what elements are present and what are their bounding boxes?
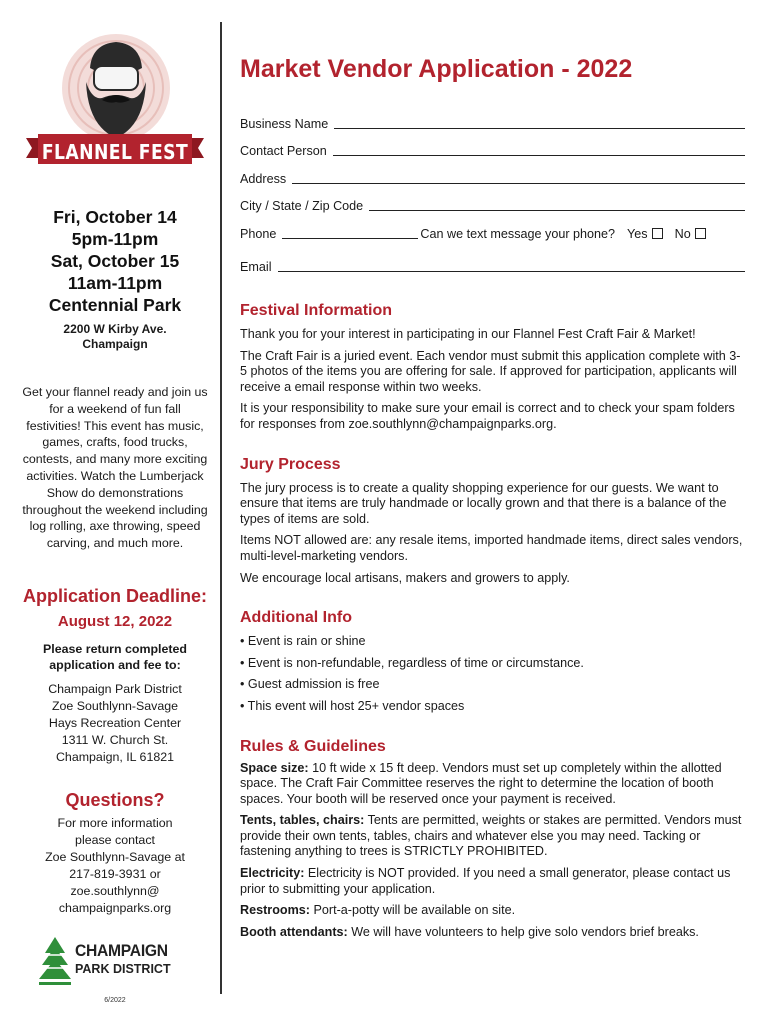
deadline-date: August 12, 2022 bbox=[57, 612, 173, 630]
contact-line: Zoe Southlynn-Savage at bbox=[45, 849, 185, 864]
contact-phone: 217-819-3931 or bbox=[69, 866, 161, 881]
venue-line: Centennial Park bbox=[48, 295, 182, 315]
jury-process-title: Jury Process bbox=[240, 455, 341, 473]
contact-line: For more information bbox=[57, 815, 173, 830]
main-content bbox=[240, 54, 745, 940]
city-state-zip-field[interactable] bbox=[369, 196, 745, 211]
address-row bbox=[240, 161, 745, 189]
festival-paragraph: It is your responsibility to make sure your email is correct and to check your spam folders for responses from zoe.southlynn@champaignparks.org. bbox=[240, 401, 735, 431]
email-field[interactable] bbox=[278, 257, 746, 272]
text-no-option[interactable] bbox=[675, 227, 706, 244]
address-label: Address bbox=[240, 171, 287, 186]
vertical-divider bbox=[220, 22, 222, 994]
rule-label: Restrooms: bbox=[240, 903, 310, 918]
city-state-zip-label: City / State / Zip Code bbox=[240, 199, 364, 213]
date-line: Sat, October 15 bbox=[50, 251, 180, 271]
rule-text: Port-a-potty will be available on site. bbox=[309, 903, 516, 918]
jury-paragraph: Items NOT allowed are: any resale items, imported handmade items, direct sales vendors, multi-level-marketing vendors. bbox=[240, 533, 743, 563]
district-logo-word2: PARK DISTRICT bbox=[75, 961, 171, 976]
rules-title: Rules & Guidelines bbox=[240, 737, 386, 755]
rule-electricity bbox=[240, 866, 745, 897]
yes-label: Yes bbox=[627, 226, 648, 241]
page-title: Market Vendor Application - 2022 bbox=[240, 55, 633, 83]
address-field[interactable] bbox=[292, 169, 745, 184]
no-checkbox[interactable] bbox=[695, 228, 706, 239]
email-row bbox=[240, 250, 745, 278]
tree-icon bbox=[37, 935, 73, 987]
phone-field[interactable] bbox=[282, 224, 418, 239]
version-date: 6/2022 bbox=[104, 996, 126, 1004]
address-city: Champaign bbox=[82, 337, 148, 351]
city-state-zip-row bbox=[240, 189, 745, 217]
rule-text: 10 ft wide x 15 ft deep. Vendors must set up completely within the allotted space. The Craft Fair Committee reserves the right to determine the location of booth spaces. Your booth will be reserved once your payment is received. bbox=[240, 760, 722, 806]
mailing-line: Zoe Southlynn-Savage bbox=[51, 698, 179, 713]
rule-restrooms bbox=[240, 903, 745, 919]
rule-tents bbox=[240, 813, 745, 860]
list-item: • Event is non-refundable, regardless of time or circumstance. bbox=[240, 655, 584, 670]
email-label: Email bbox=[240, 260, 272, 274]
rule-text: We will have volunteers to help give solo vendors brief breaks. bbox=[347, 924, 699, 939]
time-line: 11am-11pm bbox=[67, 273, 163, 293]
brand-title: FLANNEL FEST bbox=[41, 140, 189, 164]
list-item: • This event will host 25+ vendor spaces bbox=[240, 698, 465, 713]
mailing-address bbox=[22, 681, 208, 766]
text-yes-option[interactable] bbox=[627, 227, 663, 244]
mailing-line: Hays Recreation Center bbox=[48, 715, 182, 730]
champaign-park-district-logo bbox=[35, 935, 195, 987]
venue-address bbox=[22, 322, 208, 352]
event-dates bbox=[22, 206, 208, 316]
deadline-title: Application Deadline: bbox=[22, 585, 208, 606]
contact-person-field[interactable] bbox=[333, 141, 745, 156]
additional-info-list bbox=[240, 634, 745, 714]
list-item: • Guest admission is free bbox=[240, 677, 380, 692]
questions-title: Questions? bbox=[65, 789, 165, 810]
district-logo-word1: CHAMPAIGN bbox=[75, 940, 168, 960]
contact-person-row bbox=[240, 134, 745, 162]
phone-row bbox=[240, 216, 745, 244]
rule-label: Space size: bbox=[240, 760, 309, 775]
rule-booth-attendants bbox=[240, 925, 745, 941]
contact-email: champaignparks.org bbox=[58, 900, 172, 915]
date-line: Fri, October 14 bbox=[53, 207, 177, 227]
business-name-row bbox=[240, 106, 745, 134]
mailing-line: Champaign, IL 61821 bbox=[55, 749, 175, 764]
time-line: 5pm-11pm bbox=[71, 229, 159, 249]
rule-label: Booth attendants: bbox=[240, 924, 348, 939]
festival-info-title: Festival Information bbox=[240, 302, 393, 319]
event-description: Get your flannel ready and join us for a weekend of fun fall festivities! This event has music, games, crafts, food trucks, contests, and many more exciting activities. Watch the Lumberjack Show do demonstrations throughout the weekend including log rolling, axe throwing, speed carving, and much more. bbox=[22, 385, 208, 551]
phone-label: Phone bbox=[240, 226, 277, 241]
no-label: No bbox=[674, 226, 691, 241]
flannel-fest-logo bbox=[22, 30, 208, 178]
rule-label: Electricity: bbox=[240, 866, 305, 881]
rule-label: Tents, tables, chairs: bbox=[240, 813, 365, 828]
festival-paragraph: Thank you for your interest in participating in our Flannel Fest Craft Fair & Market! bbox=[240, 327, 696, 341]
sidebar bbox=[22, 30, 208, 1004]
rule-text: Tents are permitted, weights or stakes are permitted. Vendors must provide their own tents, tables, chairs and whatever else you may need. Tacking or fastening anything to trees is STRICTLY PROHIBITED. bbox=[240, 813, 742, 859]
festival-paragraph: The Craft Fair is a juried event. Each vendor must submit this application complete with 3-5 photos of the items you are offering for sale. If approved for participation, applicants will receive a email response within two weeks. bbox=[240, 348, 741, 394]
additional-info-title: Additional Info bbox=[240, 609, 352, 627]
jury-paragraph: The jury process is to create a quality shopping experience for our guests. We want to ensure that items are truly handmade or locally grown and that there is a balance of the types of items are sold. bbox=[240, 480, 727, 526]
address-street: 2200 W Kirby Ave. bbox=[63, 322, 167, 336]
business-name-field[interactable] bbox=[334, 114, 745, 129]
jury-paragraph: We encourage local artisans, makers and growers to apply. bbox=[240, 570, 570, 585]
contact-line: please contact bbox=[75, 832, 155, 847]
questions-contact bbox=[22, 815, 208, 917]
yes-checkbox[interactable] bbox=[652, 228, 663, 239]
business-name-label: Business Name bbox=[240, 116, 329, 131]
rule-space-size bbox=[240, 761, 745, 808]
mailing-line: Champaign Park District bbox=[48, 681, 182, 696]
list-item: • Event is rain or shine bbox=[240, 634, 366, 649]
rule-text: Electricity is NOT provided. If you need a small generator, please contact us prior to submitting your application. bbox=[240, 866, 731, 896]
contact-person-label: Contact Person bbox=[240, 144, 327, 158]
contact-email: zoe.southlynn@ bbox=[70, 883, 160, 898]
mailing-line: 1311 W. Church St. bbox=[61, 732, 169, 747]
text-question: Can we text message your phone? bbox=[420, 226, 616, 241]
return-note: Please return completed application and fee to: bbox=[43, 641, 187, 672]
